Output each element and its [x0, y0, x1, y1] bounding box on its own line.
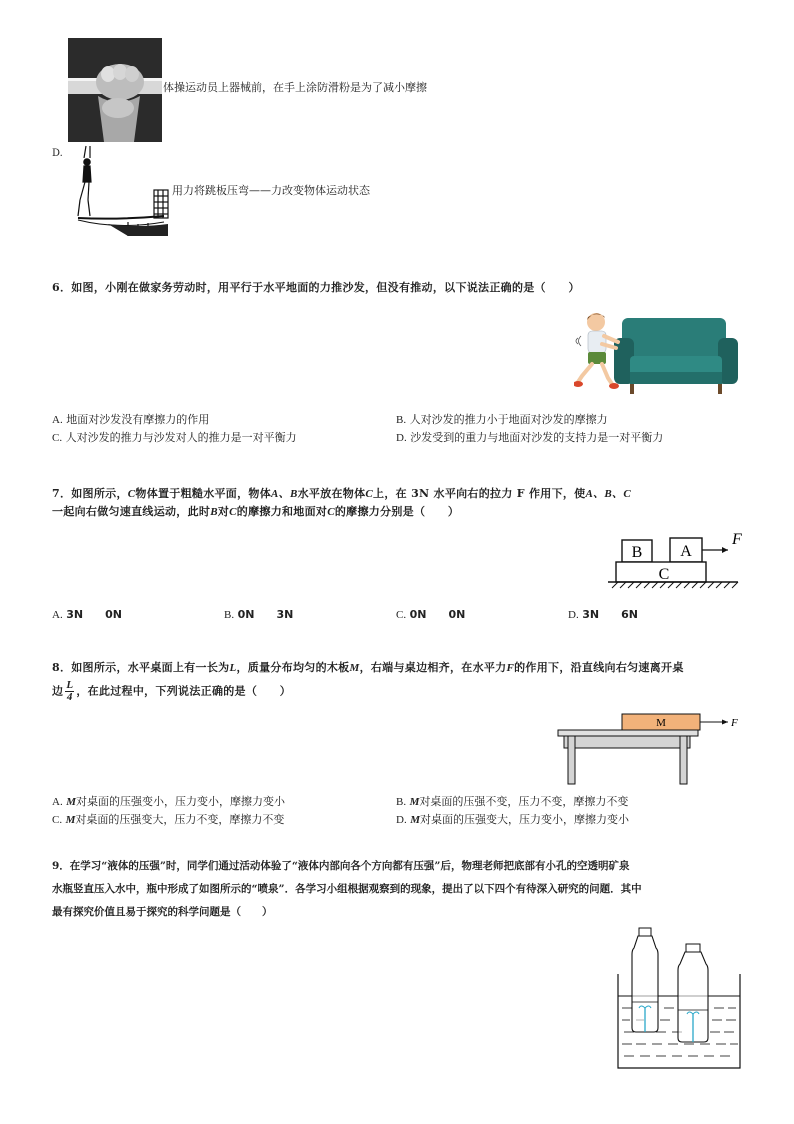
- option-text: 对桌面的压强不变，压力不变，摩擦力不变: [419, 795, 629, 808]
- option-text: 沙发受到的重力与地面对沙发的支持力是一对平衡力: [410, 431, 664, 444]
- q8-l1b: ，质量分布均匀的木板: [236, 661, 350, 674]
- option-letter: B.: [396, 796, 407, 808]
- q8-l2a: 边: [52, 684, 64, 698]
- option-letter: D.: [568, 609, 579, 621]
- q7-stem-line1: [52, 484, 631, 504]
- option-letter: A.: [52, 414, 63, 426]
- label-c: C: [658, 566, 670, 583]
- q9-bottles-figure: [614, 926, 744, 1072]
- option-letter: A.: [52, 609, 63, 621]
- var-l: L: [229, 662, 237, 674]
- q6-sofa-figure: [574, 308, 742, 400]
- q7-l2d: 的摩擦力和地面对: [236, 505, 328, 518]
- var-m: M: [66, 796, 76, 808]
- option-text: 对桌面的压强变大，压力不变，摩擦力不变: [75, 813, 285, 826]
- option-text: 对桌面的压强变小，压力变小，摩擦力变小: [75, 795, 285, 808]
- q6-option-a[interactable]: [52, 412, 209, 428]
- q8-option-a[interactable]: [52, 794, 285, 810]
- var-m: M: [349, 662, 360, 674]
- option-letter: C.: [52, 814, 63, 826]
- q8-option-c[interactable]: [52, 812, 284, 828]
- option-text: 0N 0N: [409, 608, 466, 621]
- var-c: C: [127, 488, 136, 500]
- fraction-l-over-4: [65, 680, 74, 703]
- option-letter: C.: [52, 432, 63, 444]
- gym-caption: 体操运动员上器械前，在手上涂防滑粉是为了减小摩擦: [163, 81, 427, 94]
- option-letter: D.: [396, 432, 407, 444]
- q7-option-a[interactable]: [52, 607, 122, 623]
- option-letter: A.: [52, 796, 63, 808]
- option-text: 人对沙发的推力与沙发对人的推力是一对平衡力: [65, 431, 297, 444]
- frac-den: 4: [66, 691, 73, 703]
- q8-stem-line2: [52, 680, 291, 703]
- q7-option-d[interactable]: [568, 607, 638, 623]
- q7-l1d: 上，在 3N 水平向右的拉力 F 作用下，使: [373, 487, 586, 500]
- q8-l2b: ，在此过程中，下列说法正确的是（ ）: [76, 684, 292, 698]
- q9-stem-line2: 水瓶竖直压入水中，瓶中形成了如图所示的“喷泉”．各学习小组根据观察到的现象，提出了以下四个有待深入研究的问题．其中: [52, 883, 642, 895]
- q7-l2e: 的摩擦力分别是（ ）: [334, 505, 460, 518]
- var-abc: A、B、C: [585, 488, 631, 500]
- q8-l1c: ，右端与桌边相齐，在水平力: [359, 661, 507, 674]
- q7-option-b[interactable]: [224, 607, 293, 623]
- option-text: 对桌面的压强变大，压力变小，摩擦力变小: [419, 813, 629, 826]
- option-letter: B.: [224, 609, 235, 621]
- var-m: M: [409, 796, 420, 808]
- q8-l1a: 8．如图所示，水平桌面上有一长为: [52, 661, 230, 674]
- q8-table-figure: [556, 710, 746, 786]
- option-text: 3N 0N: [66, 608, 122, 621]
- label-f: F: [731, 717, 738, 729]
- var-ab: A、B: [271, 488, 298, 500]
- q7-option-c[interactable]: [396, 607, 465, 623]
- label-m: M: [656, 717, 666, 729]
- option-letter: B.: [396, 414, 407, 426]
- diving-board-drawing: [68, 144, 172, 240]
- q6-option-b[interactable]: [396, 412, 608, 428]
- q7-l1a: 7．如图所示，: [52, 487, 128, 500]
- q8-option-d[interactable]: [396, 812, 629, 828]
- label-a: A: [680, 543, 692, 560]
- q7-stem-line2: [52, 502, 459, 522]
- option-text: 地面对沙发没有摩擦力的作用: [66, 413, 210, 426]
- option-d-label: D.: [52, 148, 63, 159]
- option-text: 3N 6N: [582, 608, 638, 621]
- var-c: C: [327, 506, 335, 518]
- q6-stem: 6．如图，小刚在做家务劳动时，用平行于水平地面的力推沙发，但没有推动，以下说法正确的是（ ）: [52, 281, 580, 294]
- option-letter: C.: [396, 609, 407, 621]
- var-m: M: [65, 814, 76, 826]
- frac-num: L: [66, 679, 74, 691]
- var-f: F: [506, 662, 515, 674]
- q7-l2a: 一起向右做匀速直线运动，此时: [52, 505, 211, 518]
- var-m: M: [410, 814, 420, 826]
- q9-stem-line3: 最有探究价值且易于探究的科学问题是（ ）: [52, 906, 273, 918]
- q6-option-c[interactable]: [52, 430, 297, 446]
- q7-blocks-figure: [604, 528, 742, 598]
- option-text: 0N 3N: [237, 608, 294, 621]
- var-c: C: [365, 488, 374, 500]
- q7-l2c: 对: [217, 505, 230, 518]
- option-letter: D.: [396, 814, 407, 826]
- option-text: 人对沙发的推力小于地面对沙发的摩擦力: [409, 413, 608, 426]
- var-b: B: [210, 506, 218, 518]
- gymnast-hands-photo: [68, 38, 162, 142]
- q8-option-b[interactable]: [396, 794, 628, 810]
- var-c: C: [229, 506, 237, 518]
- q7-l1c: 水平放在物体: [297, 487, 366, 500]
- label-b: B: [631, 544, 643, 561]
- diving-caption: 用力将跳板压弯——力改变物体运动状态: [172, 184, 370, 197]
- q7-l1b: 物体置于粗糙水平面，物体: [135, 487, 272, 500]
- q6-option-d[interactable]: [396, 430, 663, 446]
- q8-l1d: 的作用下，沿直线向右匀速离开桌: [514, 661, 684, 674]
- label-f: F: [732, 531, 742, 548]
- q9-stem-line1: 9．在学习“液体的压强”时，同学们通过活动体验了“液体内部向各个方向都有压强”后，物理老师把底部有小孔的空透明矿泉: [52, 860, 630, 872]
- q8-stem-line1: [52, 658, 684, 678]
